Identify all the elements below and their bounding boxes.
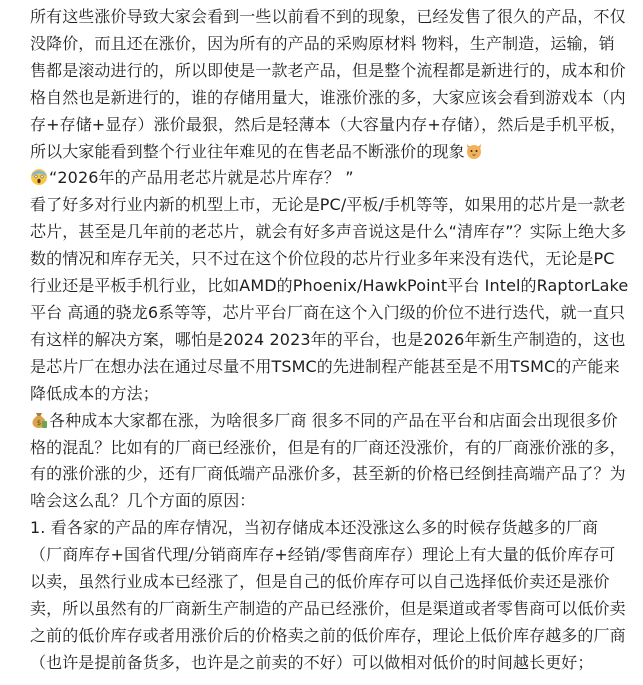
paragraph-old-chip-title-text: “2026年的产品用老芯片就是芯片库存？ ” [49,168,354,188]
paragraph-old-chip-title [30,165,630,192]
article-body [30,4,630,677]
money-bag-icon [30,411,48,429]
cat-face-icon [465,142,483,160]
svg-text:$: $ [36,418,42,427]
paragraph-reason-1: 1. 看各家的产品的库存情况，当初存储成本还没涨这么多的时候存货越多的厂商（厂商库存+国省代理/分销商库存+经销/零售商库存）理论上有大量的低价库存可以卖，虽然行业成本已经涨了，但是自己的低价库存可以自己选择低价卖还是涨价卖，所以虽然有的厂商新生产制造的产品已经涨价，但是渠道或者零售商可以低价卖之前的低价库存或者用涨价后的价格卖之前的低价库存，理论上低价库存越多的厂商（也许是提前备货多，也许是之前卖的不好）可以做相对低价的时间越长更好； [30,518,626,672]
paragraph-price-chaos-text: 各种成本大家都在涨，为啥很多厂商 很多不同的产品在平台和店面会出现很多价格的混乱？比如有的厂商已经涨价，但是有的厂商还没涨价，有的厂商涨价涨的多，有的涨价涨的少，还有厂商低端产品涨价多，甚至新的价格已经倒挂高端产品了？为啥会这么乱？几个方面的原因： [30,410,626,511]
paragraph-price-chaos [30,408,630,516]
paragraph-price-rise [30,4,630,165]
screaming-face-icon [30,168,48,186]
paragraph-chip-inventory: 看了好多对行业内新的机型上市，无论是PC/平板/手机等等，如果用的芯片是一款老芯片，甚至是几年前的老芯片，就会有好多声音说这是什么“清库存”？实际上绝大多数的情况和库存无关，只不过在这个价位段的芯片行业多年来没有迭代，无论是PC行业还是平板手机行业，比如AMD的Phoenix/HawkPoint平台 Intel的RaptorLake平台 高通的骁龙6系等等，芯片平台厂商在这个入门级的价位不进行迭代，就一直只有这样的解决方案，哪怕是2024 2023年的平台，也是2026年新生产制造的，这也是芯片厂在想办法在通过尽量不用TSMC的先进制程产能甚至是不用TSMC的产能来降低成本的方法； [30,195,629,403]
paragraph-price-rise-text: 所有这些涨价导致大家会看到一些以前看不到的现象，已经发售了很久的产品，不仅没降价，而且还在涨价，因为所有的产品的采购原材料 物料，生产制造，运输，销售都是滚动进行的，所以即使是一款老产品，但是整个流程都是新进行的，成本和价格自然也是新进行的，谁的存储用量大，谁涨价涨的多，大家应该会看到游戏本（内存+存储+显存）涨价最狠，然后是轻薄本（大容量内存+存储），然后是手机平板，所以大家能看到整个行业往年难见的在售老品不断涨价的现象 [30,7,627,161]
